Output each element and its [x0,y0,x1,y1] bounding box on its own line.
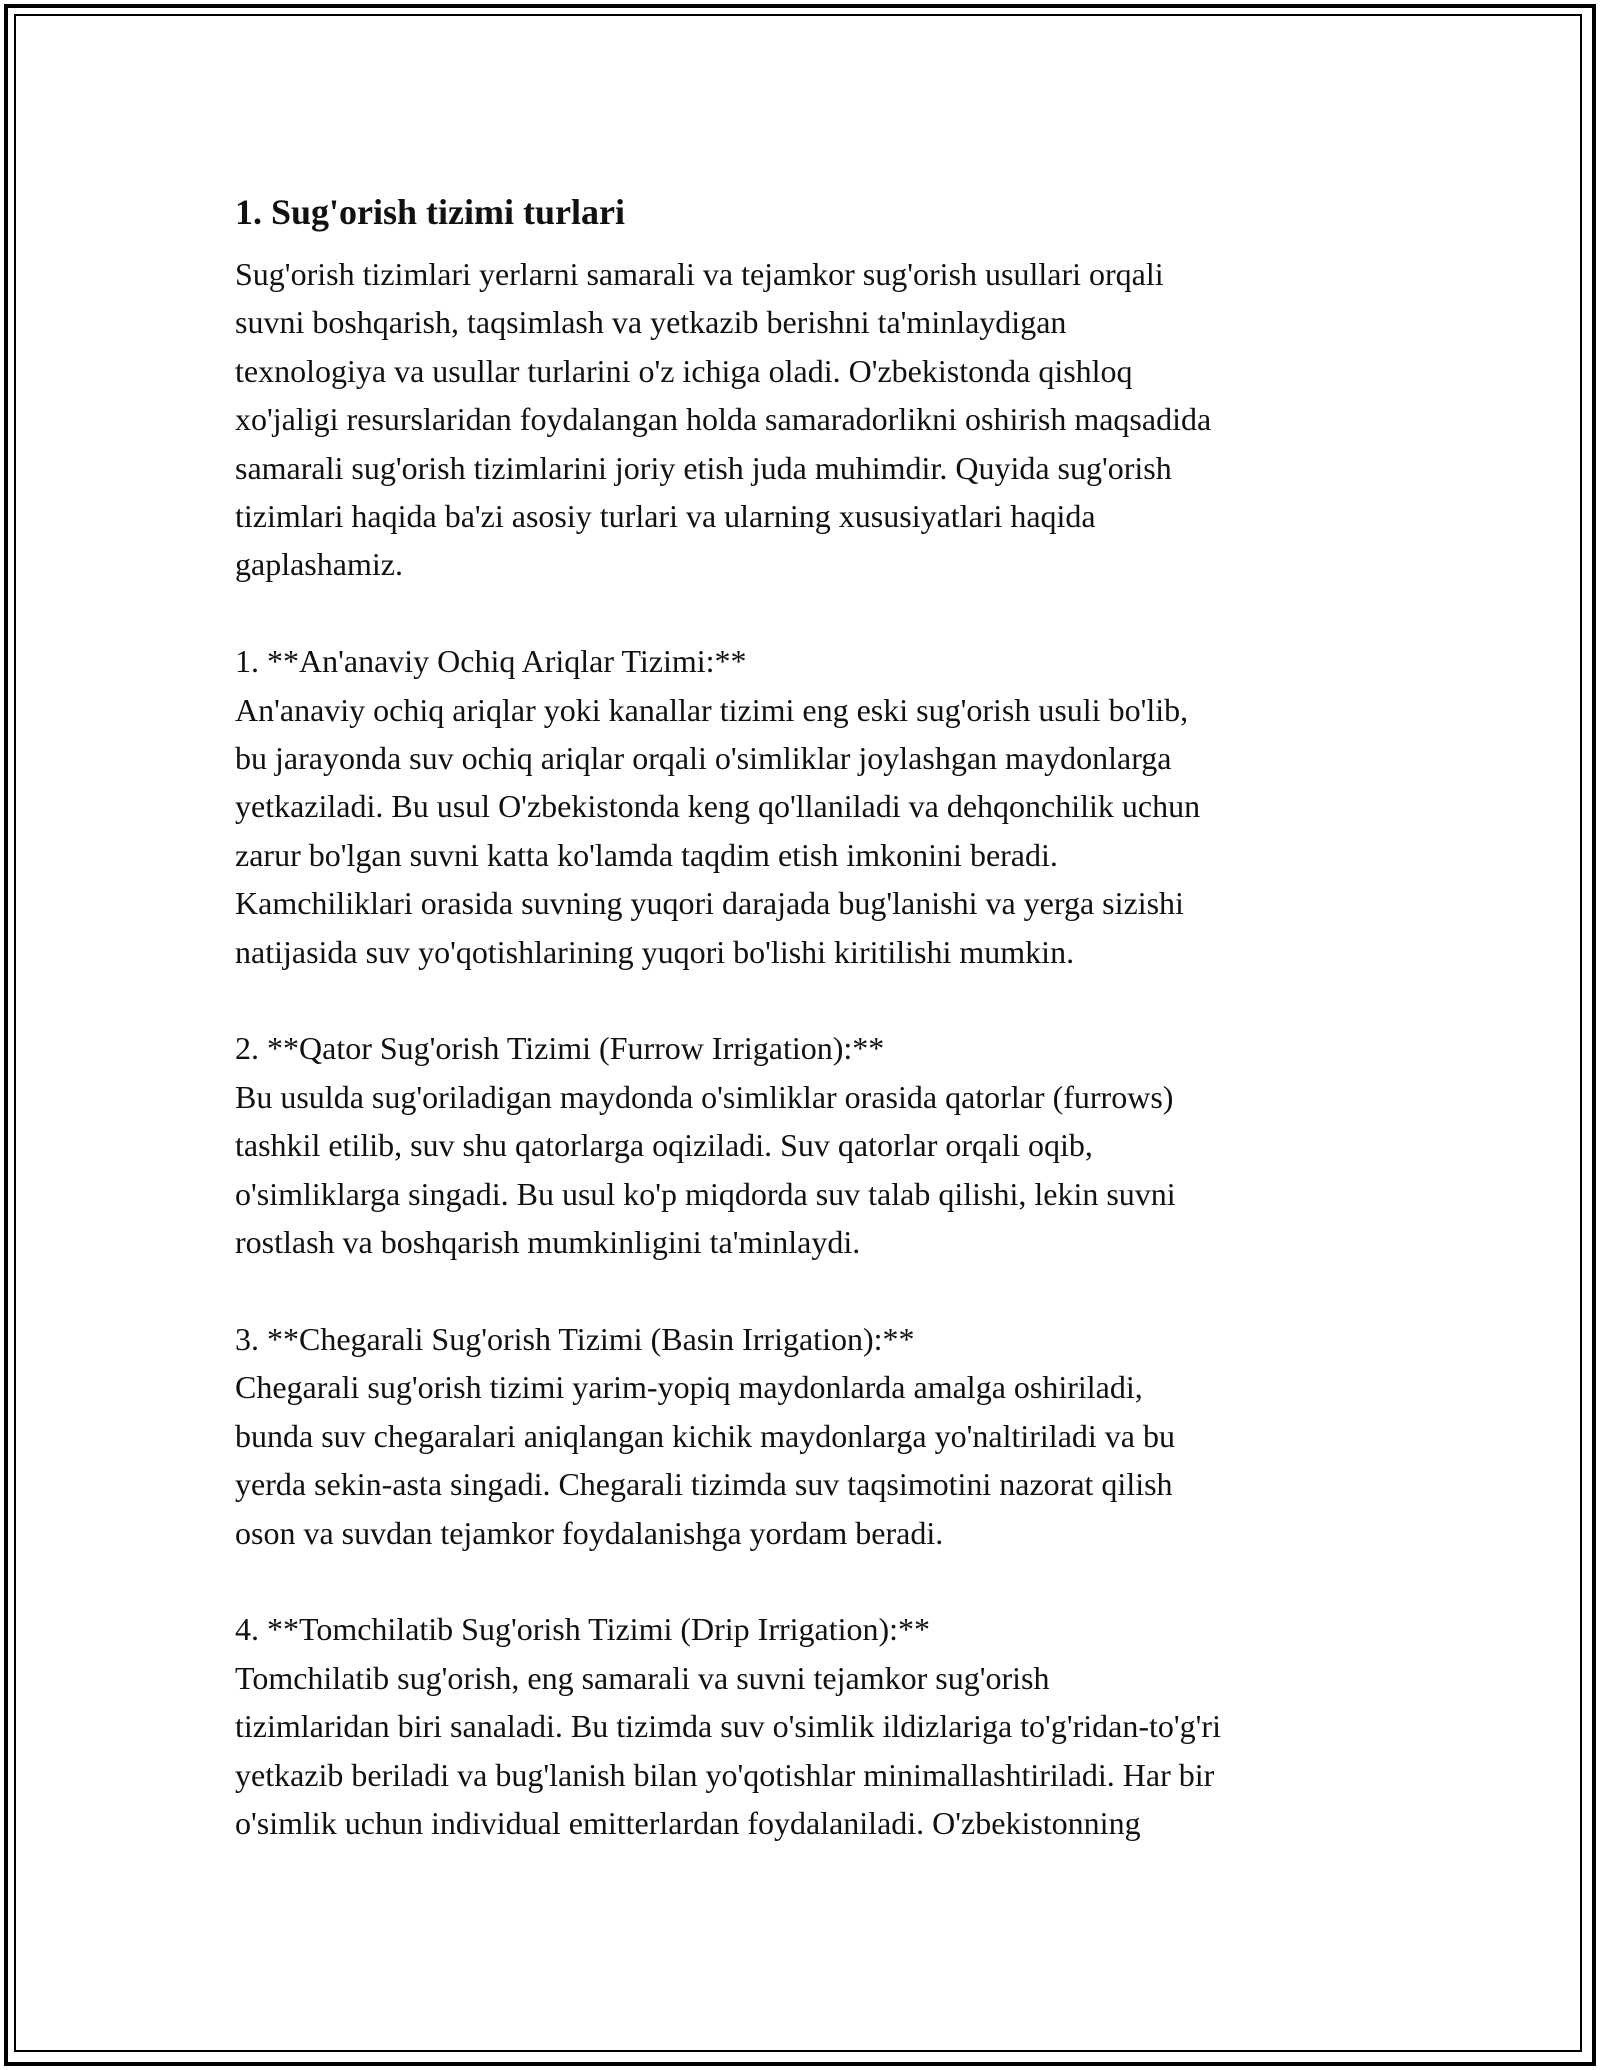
list-item-body: Chegarali sug'orish tizimi yarim-yopiq maydonlarda amalga oshiriladi, bunda suv chegaralari aniqlangan kichik maydonlarga yo'naltiriladi va bu yerda sekin-asta singadi. Chegarali tizimda suv taqsimotini nazorat qilish oson va suvdan tejamkor foydalanishga yordam beradi. [235,1369,1175,1551]
list-item-title: 3. **Chegarali Sug'orish Tizimi (Basin Irrigation):** [235,1320,915,1357]
list-item [235,1315,1385,1557]
intro-paragraph: Sug'orish tizimlari yerlarni samarali va tejamkor sug'orish usullari orqali suvni boshqarish, taqsimlash va yetkazib berishni ta'minlaydigan texnologiya va usullar turlarini o'z ichiga oladi. O'zbekistonda qishloq xo'jaligi resurslaridan foydalangan holda samaradorlikni oshirish maqsadida samarali sug'orish tizimlarini joriy etish juda muhimdir. Quyida sug'orish tizimlari haqida ba'zi asosiy turlari va ularning xususiyatlari haqida gaplashamiz. [235,256,1212,583]
list-item-title: 2. **Qator Sug'orish Tizimi (Furrow Irrigation):** [235,1030,885,1067]
list-item-title: 1. **An'anaviy Ochiq Ariqlar Tizimi:** [235,643,747,680]
list-item [235,637,1385,976]
list-item-body: Bu usulda sug'oriladigan maydonda o'simliklar orasida qatorlar (furrows) tashkil etilib, suv shu qatorlarga oqiziladi. Suv qatorlar orqali oqib, o'simliklarga singadi. Bu usul ko'p miqdorda suv talab qilishi, lekin suvni rostlash va boshqarish mumkinligini ta'minlaydi. [235,1078,1176,1261]
list-item [235,1605,1385,1847]
list-item [235,1024,1385,1266]
document-body [235,184,1385,1847]
section-heading: 1. Sug'orish tizimi turlari [235,192,625,232]
list-item-body: Tomchilatib sug'orish, eng samarali va suvni tejamkor sug'orish tizimlaridan biri sanaladi. Bu tizimda suv o'simlik ildizlariga to'g'ridan-to'g'ri yetkazib beriladi va bug'lanish bilan yo'qotishlar minimallashtiriladi. Har bir o'simlik uchun individual emitterlardan foydalaniladi. O'zbekistonning [235,1659,1221,1841]
list-item-title: 4. **Tomchilatib Sug'orish Tizimi (Drip Irrigation):** [235,1611,931,1648]
list-item-body: An'anaviy ochiq ariqlar yoki kanallar tizimi eng eski sug'orish usuli bo'lib, bu jarayonda suv ochiq ariqlar orqali o'simliklar joylashgan maydonlarga yetkaziladi. Bu usul O'zbekistonda keng qo'llaniladi va dehqonchilik uchun zarur bo'lgan suvni katta ko'lamda taqdim etish imkonini beradi. Kamchiliklari orasida suvning yuqori darajada bug'lanishi va yerga sizishi natijasida suv yo'qotishlarining yuqori bo'lishi kiritilishi mumkin. [235,691,1201,970]
